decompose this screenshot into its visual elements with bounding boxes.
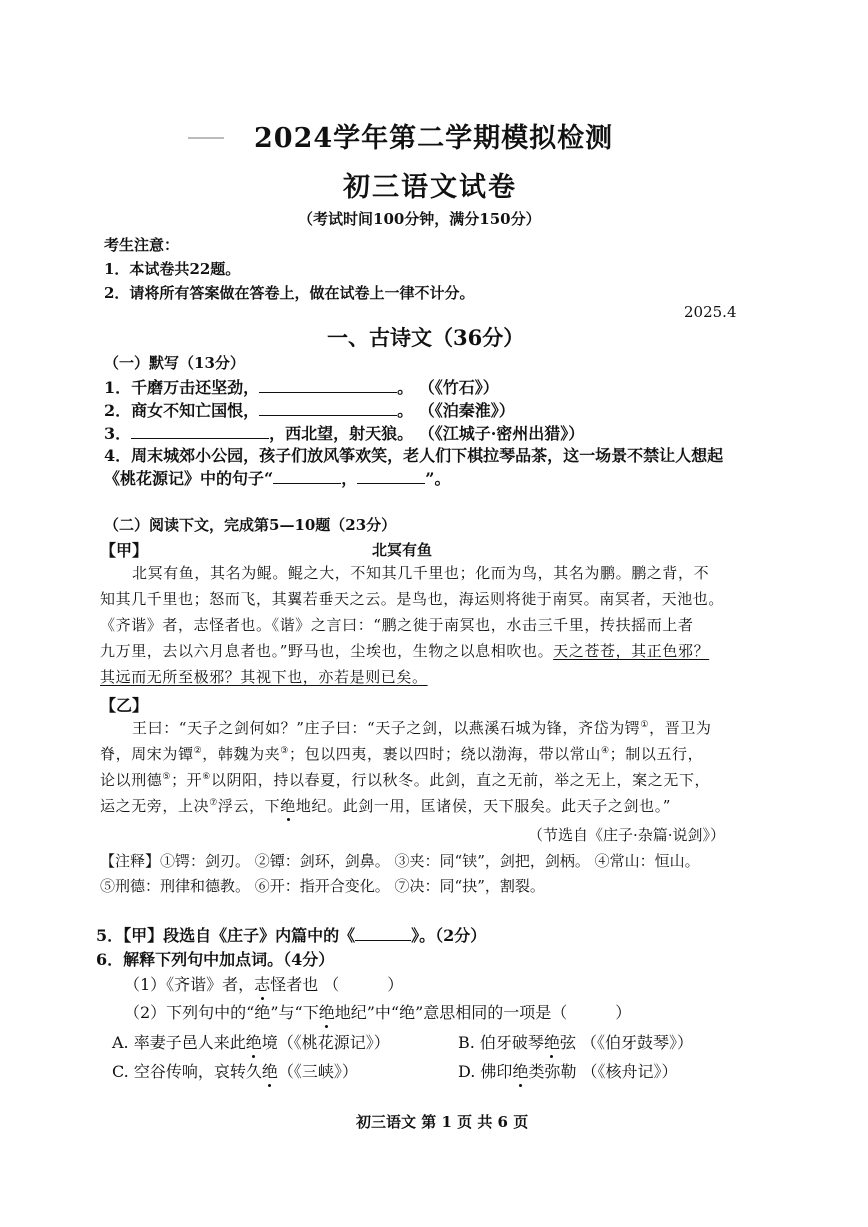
exam-info: （考试时间100分钟，满分150分） — [298, 210, 541, 228]
note-ref-4: ④ — [600, 746, 610, 756]
note-ref-3: ③ — [280, 746, 289, 756]
yi-line-4-text-b: 浮云，下 — [217, 797, 281, 815]
option-d-text-b: 类弥勒 （《核舟记》） — [528, 1062, 678, 1081]
dotted-char-zhi: 志 — [254, 972, 270, 995]
option-b-dotted: 绝 — [544, 1030, 560, 1053]
yi-line-3 — [100, 769, 710, 790]
q1-suffix: 。 （《竹石》） — [397, 378, 499, 397]
q4-text-a: 《桃花源记》中的句子“ — [104, 469, 274, 488]
note-ref-1: ① — [640, 720, 650, 730]
yi-line-2-text-c: ；包以四夷，裹以四时；绕以渤海，带以常山 — [288, 745, 601, 763]
jia-line-4 — [100, 640, 709, 661]
option-c-text-a: C. 空谷传响，哀转久 — [112, 1062, 262, 1081]
option-c[interactable] — [112, 1059, 358, 1082]
option-b[interactable] — [458, 1030, 693, 1053]
question-6-2 — [124, 1000, 631, 1023]
question-5 — [96, 923, 486, 946]
q2-answer-blank[interactable] — [259, 400, 397, 416]
yi-line-3-text-c: 以阴阳，持以春夏，行以秋冬。此剑，直之无前，举之无上，案之无下， — [210, 771, 711, 789]
yi-line-4-text-a: 运之无旁，上决 — [100, 797, 210, 815]
q2-suffix: 。 （《泊秦淮》） — [397, 401, 515, 420]
yi-label: 【乙】 — [100, 696, 149, 715]
option-b-text-b: 弦 （《伯牙鼓琴》） — [559, 1033, 694, 1052]
question-3 — [104, 421, 584, 444]
jia-line-5 — [100, 666, 428, 687]
yi-line-2 — [100, 743, 703, 764]
yi-line-2-text-b: ，韩魏为夹 — [202, 745, 281, 763]
page-footer: 初三语文 第 1 页 共 6 页 — [356, 1113, 529, 1131]
notice-heading: 考生注意： — [104, 236, 180, 254]
yi-line-1-text: 王曰：“天子之剑何如？”庄子曰：“天子之剑，以燕溪石城为锋，齐岱为锷 — [132, 719, 641, 737]
q4-text-b: ， — [341, 469, 358, 488]
q6-1-text-b: 怪者也 （ ） — [270, 975, 404, 994]
q5-text-b: 》。（2分） — [411, 926, 487, 945]
jia-title: 北冥有鱼 — [372, 541, 433, 559]
option-d-text-a: D. 佛印 — [458, 1062, 513, 1081]
question-4-line1: 4．周末城郊小公园，孩子们放风筝欢笑，老人们下棋拉琴品茶，这一场景不禁让人想起 — [104, 446, 724, 465]
option-d-dotted: 绝 — [512, 1059, 528, 1082]
q4-text-c: ”。 — [425, 469, 451, 488]
question-1 — [104, 375, 499, 398]
option-d[interactable] — [458, 1059, 678, 1082]
q2-prefix: 2．商女不知亡国恨， — [104, 401, 260, 420]
q6-2-text-b: 地纪”中“绝”意思相同的一项是（ ） — [334, 1003, 632, 1022]
jia-line-1: 北冥有鱼，其名为鲲。鲲之大，不知其几千里也；化而为鸟，其名为鹏。鹏之背，不 — [132, 564, 710, 582]
q5-answer-blank[interactable] — [355, 925, 411, 941]
yi-line-2-text-a: 脊，周宋为镡 — [100, 745, 194, 763]
option-a-dotted: 绝 — [246, 1030, 262, 1053]
option-a-text-a: A. 率妻子邑人来此 — [112, 1033, 246, 1052]
question-6: 6．解释下列句中加点词。（4分） — [96, 950, 335, 969]
question-6-1 — [124, 972, 403, 995]
q4-answer-blank-1[interactable] — [273, 468, 341, 484]
jia-label: 【甲】 — [100, 541, 149, 560]
option-c-text-b: （《三峡》） — [277, 1062, 358, 1081]
section-title: 一、古诗文（36分） — [327, 325, 525, 350]
notes-line-1: 【注释】①锷：剑刃。 ②镡：剑环，剑鼻。 ③夹：同“铗”，剑把，剑柄。 ④常山：恒山。 — [100, 852, 700, 870]
part1-heading: （一）默写（13分） — [104, 354, 245, 372]
note-ref-6: ⑥ — [202, 772, 211, 782]
q3-answer-blank[interactable] — [131, 423, 269, 439]
q5-text-a: 5．【甲】段选自《庄子》内篇中的《 — [96, 926, 356, 945]
yi-line-2-text-d: ；制以五行， — [609, 745, 704, 763]
yi-line-3-text-b: ；开 — [171, 771, 203, 789]
q1-prefix: 1．千磨万击还坚劲， — [104, 378, 260, 397]
jia-line-3: 《齐谐》者，志怪者也。《谐》之言曰：“鹏之徙于南冥也，水击三千里，抟扶摇而上者 — [100, 616, 694, 634]
scan-smudge — [188, 137, 224, 139]
option-a-text-b: 境（《桃花源记》） — [261, 1033, 390, 1052]
q3-prefix: 3． — [104, 424, 132, 443]
yi-line-3-text-a: 论以刑德 — [100, 771, 163, 789]
underlined-sentence-cont: 其远而无所至极邪？其视下也，亦若是则已矣。 — [100, 668, 428, 686]
notice-item-1: 1．本试卷共22题。 — [104, 260, 241, 278]
notes-line-2: ⑤刑德：刑律和德教。 ⑥开：指开合变化。 ⑦决：同“抉”，割裂。 — [100, 877, 545, 895]
q6-1-text-a: （1）《齐谐》者， — [124, 975, 255, 994]
source-citation: （节选自《庄子·杂篇·说剑》） — [528, 826, 726, 844]
exam-title: 2024学年第二学期模拟检测 — [254, 123, 614, 154]
yi-line-4 — [100, 795, 671, 816]
yi-line-1 — [132, 717, 712, 738]
part2-heading: （二）阅读下文，完成第5—10题（23分） — [104, 516, 397, 534]
yi-line-1-text-b: ，晋卫为 — [649, 719, 712, 737]
q3-suffix: ，西北望，射天狼。 （《江城子·密州出猎》） — [269, 424, 585, 443]
jia-line-4-text: 九万里，去以六月息者也。”野马也，尘埃也，生物之以息相吹也。 — [100, 642, 554, 660]
q1-answer-blank[interactable] — [259, 377, 397, 393]
option-a[interactable] — [112, 1030, 390, 1053]
notice-item-2: 2．请将所有答案做在答卷上，做在试卷上一律不计分。 — [104, 284, 475, 302]
exam-date: 2025.4 — [684, 303, 737, 321]
paper-subtitle: 初三语文试卷 — [343, 172, 517, 203]
note-ref-7: ⑦ — [209, 798, 218, 808]
question-2 — [104, 398, 515, 421]
note-ref-5: ⑤ — [162, 772, 172, 782]
q6-2-text-a: （2）下列句中的“绝”与“下 — [124, 1003, 319, 1022]
q4-answer-blank-2[interactable] — [357, 468, 425, 484]
yi-line-4-text-d: 地纪。此剑一用，匡诸侯，天下服矣。此天子之剑也。” — [295, 797, 672, 815]
jia-line-2: 知其几千里也；怒而飞，其翼若垂天之云。是鸟也，海运则将徙于南冥。南冥者，天池也。 — [100, 590, 725, 608]
note-ref-2: ② — [193, 746, 203, 756]
option-c-dotted: 绝 — [262, 1059, 278, 1082]
underlined-sentence: 天之苍苍，其正色邪？ — [553, 642, 710, 660]
option-b-text-a: B. 伯牙破琴 — [458, 1033, 544, 1052]
dotted-char-jue-q: 绝 — [319, 1000, 335, 1023]
question-4-line2 — [104, 466, 450, 489]
dotted-char-jue: 绝 — [280, 797, 296, 815]
